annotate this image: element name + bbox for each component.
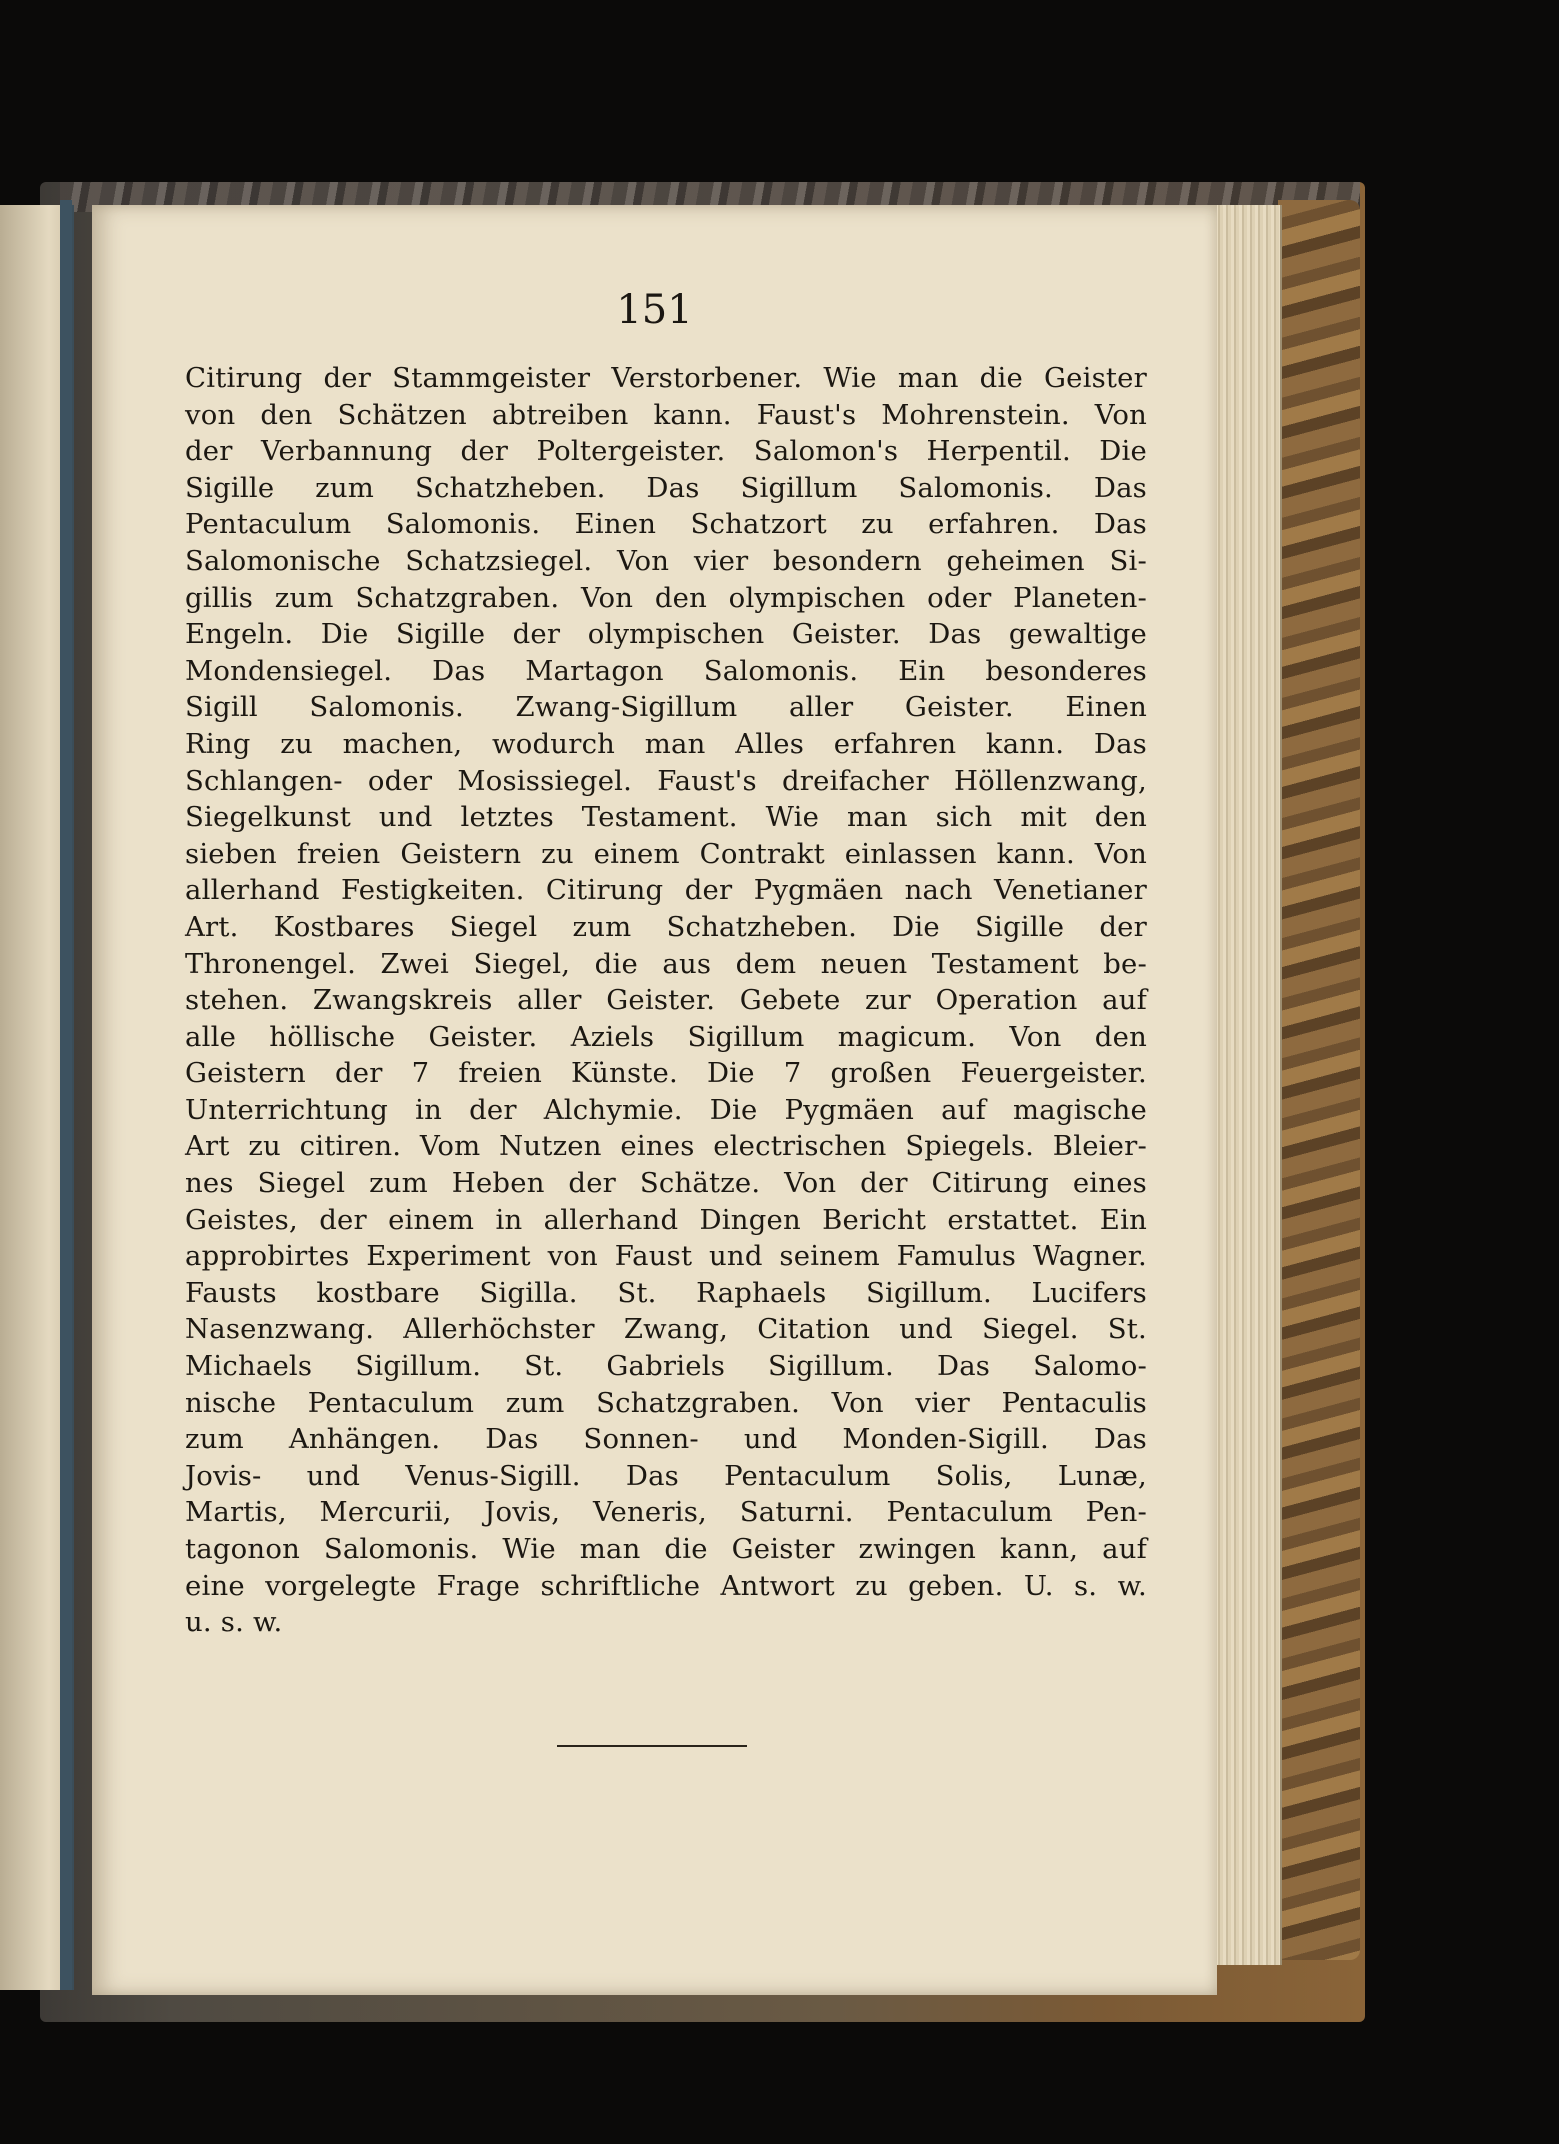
page-number: 151	[616, 287, 693, 333]
text-line: Michaels Sigillum. St. Gabriels Sigillum. Das Salomo-	[185, 1350, 1147, 1383]
page-block-edge	[1215, 205, 1282, 1965]
text-line: Schlangen- oder Mosissiegel. Faust's dreifacher Höllenzwang,	[185, 764, 1147, 797]
text-line: Thronengel. Zwei Siegel, die aus dem neuen Testament be-	[185, 947, 1147, 980]
text-line: Unterrichtung in der Alchymie. Die Pygmäen auf magische	[185, 1093, 1147, 1126]
text-line: alle höllische Geister. Aziels Sigillum magicum. Von den	[185, 1020, 1147, 1053]
text-line: gillis zum Schatzgraben. Von den olympischen oder Planeten-	[185, 581, 1147, 614]
page-body-text	[185, 360, 1147, 1641]
text-line: Martis, Mercurii, Jovis, Veneris, Saturni. Pentaculum Pen-	[185, 1496, 1147, 1529]
text-line: allerhand Festigkeiten. Citirung der Pygmäen nach Venetianer	[185, 874, 1147, 907]
book-gutter	[60, 200, 72, 1990]
marbled-cover-right	[1278, 200, 1360, 1960]
text-line: Art. Kostbares Siegel zum Schatzheben. Die Sigille der	[185, 910, 1147, 943]
book-page	[92, 205, 1217, 1995]
text-line: Geistes, der einem in allerhand Dingen Bericht erstattet. Ein	[185, 1203, 1147, 1236]
text-line: eine vorgelegte Frage schriftliche Antwort zu geben. U. s. w.	[185, 1569, 1147, 1602]
text-line: stehen. Zwangskreis aller Geister. Gebete zur Operation auf	[185, 984, 1147, 1017]
text-line: Salomonische Schatzsiegel. Von vier besondern geheimen Si-	[185, 544, 1147, 577]
end-rule	[557, 1745, 747, 1747]
text-line: Sigill Salomonis. Zwang-Sigillum aller Geister. Einen	[185, 691, 1147, 724]
text-line: nische Pentaculum zum Schatzgraben. Von vier Pentaculis	[185, 1386, 1147, 1419]
text-line: u. s. w.	[185, 1606, 283, 1639]
text-line: Jovis- und Venus-Sigill. Das Pentaculum Solis, Lunæ,	[185, 1459, 1147, 1492]
text-line: Citirung der Stammgeister Verstorbener. Wie man die Geister	[185, 362, 1147, 394]
text-line: Fausts kostbare Sigilla. St. Raphaels Sigillum. Lucifers	[185, 1276, 1147, 1309]
text-line: Nasenzwang. Allerhöchster Zwang, Citation und Siegel. St.	[185, 1313, 1147, 1346]
text-line: nes Siegel zum Heben der Schätze. Von der Citirung eines	[185, 1167, 1147, 1200]
text-line: Engeln. Die Sigille der olympischen Geister. Das gewaltige	[185, 618, 1147, 651]
text-line: Mondensiegel. Das Martagon Salomonis. Ein besonderes	[185, 654, 1147, 687]
text-line: Siegelkunst und letztes Testament. Wie man sich mit den	[185, 801, 1147, 834]
text-line: Ring zu machen, wodurch man Alles erfahren kann. Das	[185, 727, 1147, 760]
text-line: approbirtes Experiment von Faust und seinem Famulus Wagner.	[185, 1240, 1147, 1273]
text-line: zum Anhängen. Das Sonnen- und Monden-Sigill. Das	[185, 1423, 1147, 1456]
text-line: der Verbannung der Poltergeister. Salomon's Herpentil. Die	[185, 435, 1147, 468]
text-line: Pentaculum Salomonis. Einen Schatzort zu erfahren. Das	[185, 508, 1147, 541]
text-line: Art zu citiren. Vom Nutzen eines electrischen Spiegels. Bleier-	[185, 1130, 1147, 1163]
text-line: Sigille zum Schatzheben. Das Sigillum Salomonis. Das	[185, 471, 1147, 504]
text-line: tagonon Salomonis. Wie man die Geister zwingen kann, auf	[185, 1533, 1147, 1565]
text-line: von den Schätzen abtreiben kann. Faust's Mohrenstein. Von	[185, 398, 1147, 431]
text-line: Geistern der 7 freien Künste. Die 7 großen Feuergeister.	[185, 1057, 1147, 1090]
text-line: sieben freien Geistern zu einem Contrakt einlassen kann. Von	[185, 837, 1147, 870]
